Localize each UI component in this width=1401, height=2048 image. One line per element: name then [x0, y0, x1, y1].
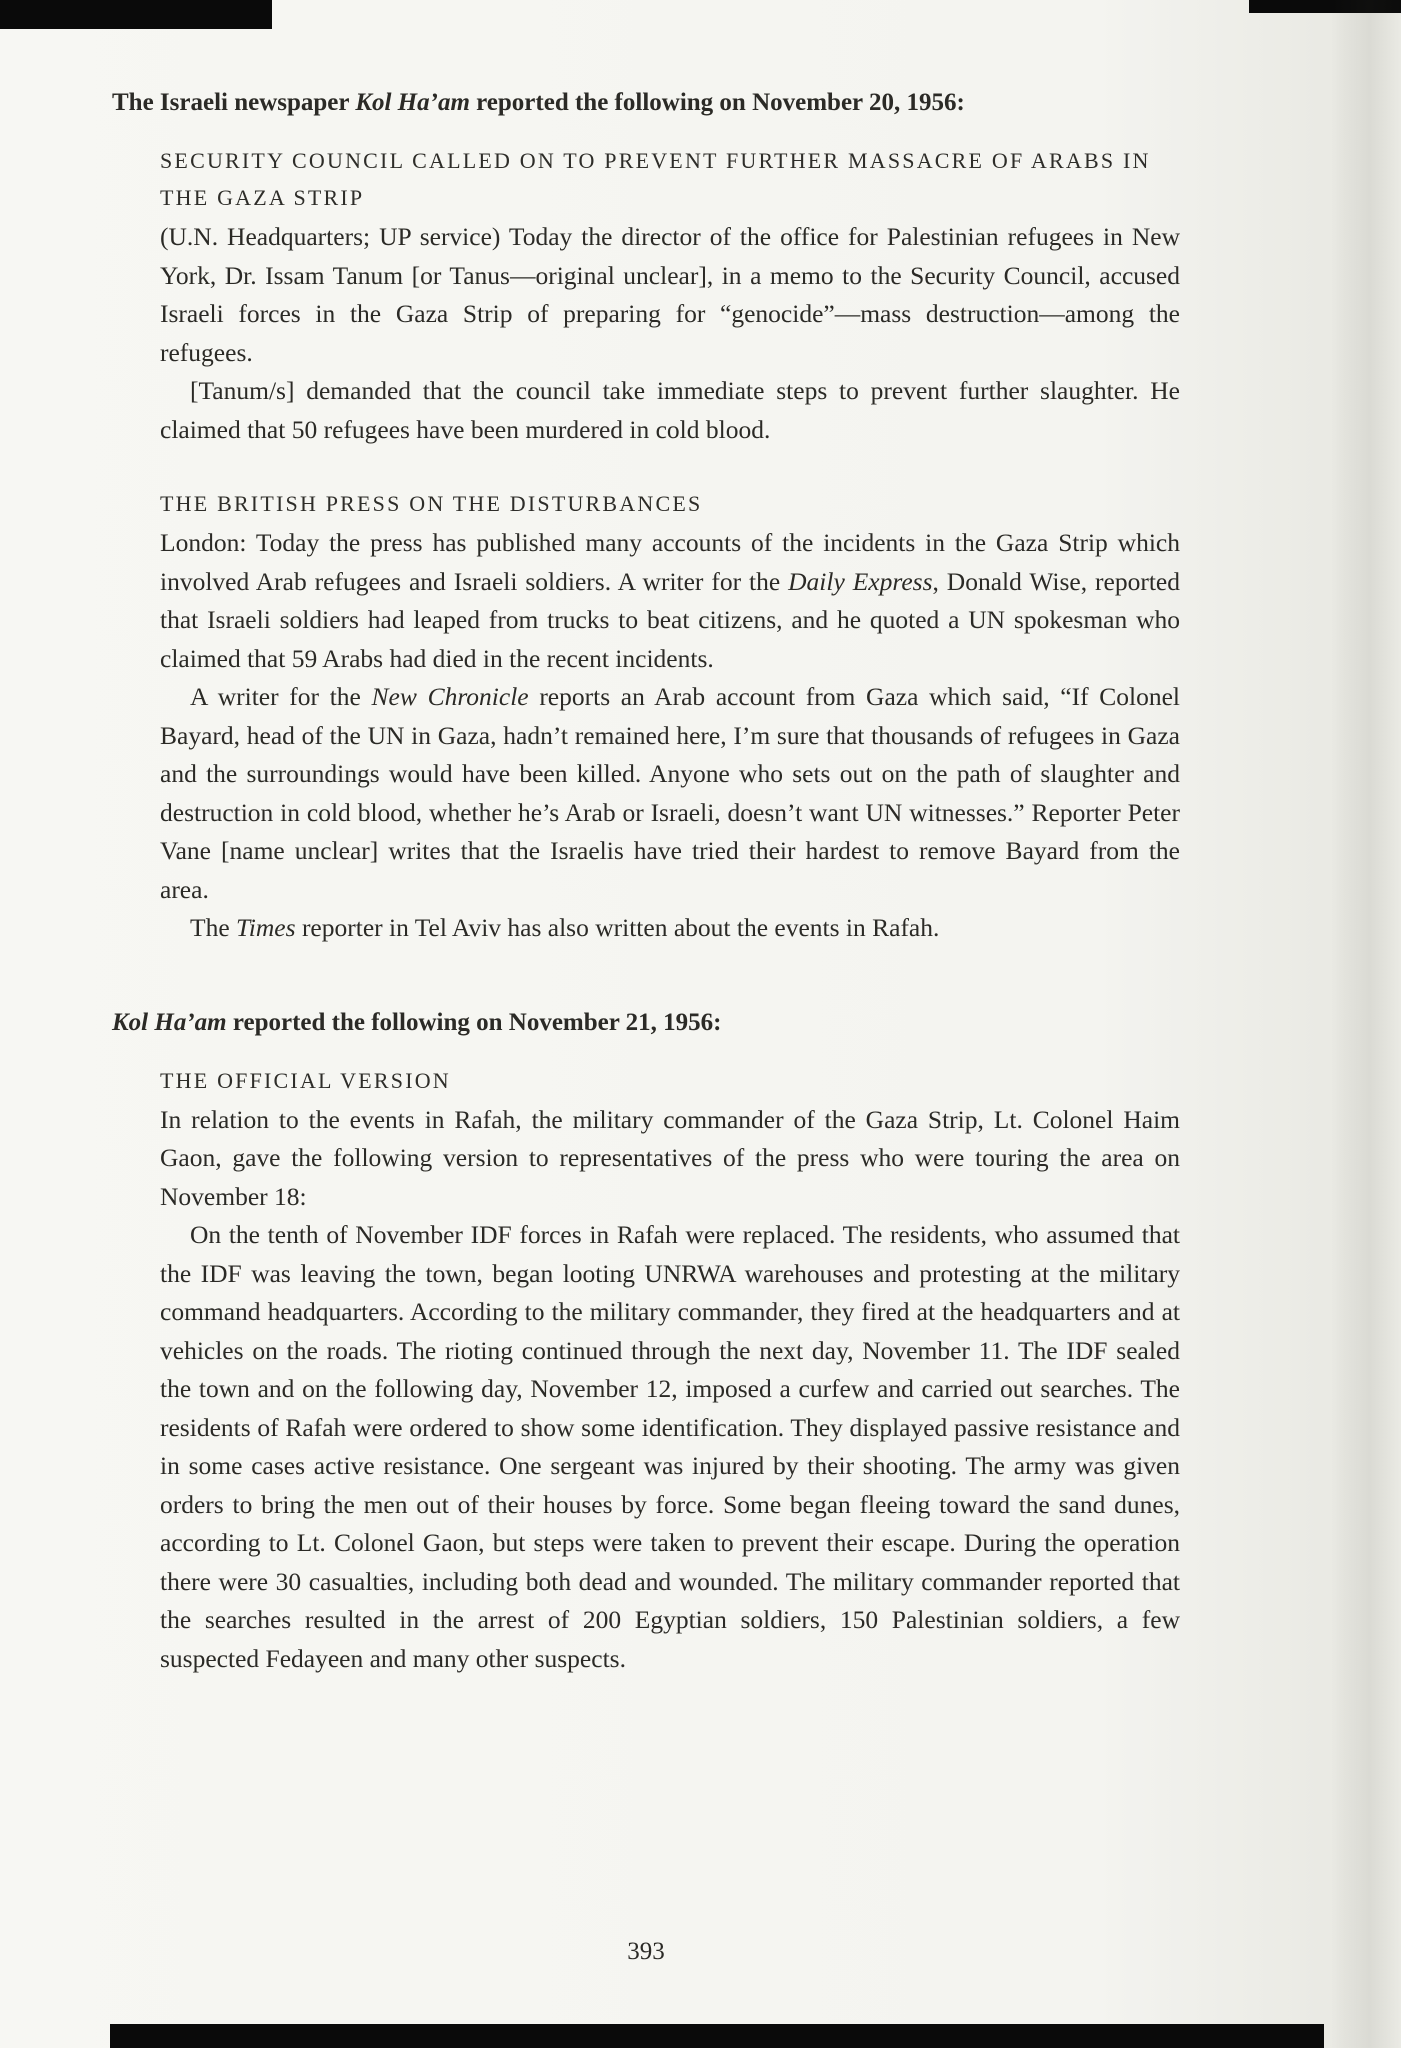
- quote-paragraph-un-headquarters: [160, 218, 1180, 372]
- text-run: [Tanum/s] demanded that the council take immediate steps to prevent further slaughter. He claimed that 50 refugees have been murdered in cold blood.: [160, 376, 1180, 444]
- text-run: SECURITY COUNCIL CALLED ON TO PREVENT FURTHER MASSACRE OF ARABS IN THE GAZA STRIP: [160, 148, 1151, 210]
- quote-paragraph-rafah-account: [160, 1216, 1180, 1678]
- scan-artifact-top-right: [1249, 0, 1401, 13]
- text-run: The Israeli newspaper: [112, 89, 356, 116]
- text-run: THE BRITISH PRESS ON THE DISTURBANCES: [160, 491, 703, 516]
- page-number: 393: [627, 1938, 665, 1965]
- italic-text-run: Times: [236, 913, 296, 942]
- text-run: , Donald Wise, reported that Israeli soldiers had leaped from trucks to beat citizens, and he quoted a UN spokesman who claimed that 59 Arabs had died in the recent incidents.: [160, 566, 1180, 673]
- italic-text-run: New Chronicle: [371, 682, 529, 711]
- text-run: reported the following on November 20, 1956:: [469, 89, 965, 116]
- quote-paragraph-london: [160, 524, 1180, 678]
- text-run: On the tenth of November IDF forces in Rafah were replaced. The residents, who assumed that the IDF was leaving the town, began looting UNRWA warehouses and protesting at the military command headquarters. According to the military commander, they fired at the headquarters and at vehicles on the roads. The rioting continued through the next day, November 11. The IDF sealed the town and on the following day, November 12, imposed a curfew and carried out searches. The residents of Rafah were ordered to show some identification. They displayed passive resistance and in some cases active resistance. One sergeant was injured by their shooting. The army was given orders to bring the men out of their houses by force. Some began fleeing toward the sand dunes, according to Lt. Colonel Gaon, but steps were taken to prevent their escape. During the operation there were 30 casualties, including both dead and wounded. The military commander reported that the searches resulted in the arrest of 200 Egyptian soldiers, 150 Palestinian soldiers, a few suspected Fedayeen and many other suspects.: [160, 1220, 1180, 1673]
- text-run: THE OFFICIAL VERSION: [160, 1067, 451, 1093]
- quote-paragraph-gaon-intro: [160, 1101, 1180, 1217]
- italic-text-run: Kol Ha’am: [355, 89, 470, 116]
- intro-line-nov-20: [112, 84, 1180, 122]
- text-run: London: Today the press has published many accounts of the incidents in the Gaza Strip which involved Arab refugees and Israeli soldiers. A writer for the: [160, 528, 1180, 596]
- page-content: [112, 84, 1180, 1678]
- intro-line-nov-21: [112, 1004, 1180, 1042]
- text-run: reported the following on November 21, 1956:: [226, 1008, 722, 1036]
- text-run: A writer for the: [190, 682, 372, 711]
- text-run: In relation to the events in Rafah, the military commander of the Gaza Strip, Lt. Colonel Haim Gaon, gave the following version to representatives of the press who were touring the area on November 18:: [160, 1104, 1180, 1211]
- quote-heading-british-press: [160, 485, 1180, 522]
- italic-text-run: Kol Ha’am: [112, 1008, 227, 1036]
- quote-paragraph-tanum-demand: [160, 372, 1180, 449]
- italic-text-run: Daily Express: [788, 566, 933, 596]
- quote-heading-security-council: [160, 142, 1180, 216]
- text-run: reports an Arab account from Gaza which said, “If Colonel Bayard, head of the UN in Gaza, hadn’t remained here, I’m sure that thousands of refugees in Gaza and the surroundings would have been killed. Anyone who sets out on the path of slaughter and destruction in cold blood, whether he’s Arab or Israeli, doesn’t want UN witnesses.” Reporter Peter Vane [name unclear] writes that the Israelis have tried their hardest to remove Bayard from the area.: [160, 682, 1181, 904]
- text-run: reporter in Tel Aviv has also written about the events in Rafah.: [295, 913, 940, 942]
- quote-heading-official-version: [160, 1062, 1180, 1099]
- text-run: (U.N. Headquarters; UP service) Today the director of the office for Palestinian refugees in New York, Dr. Issam Tanum [or Tanus—original unclear], in a memo to the Security Council, accused Israeli forces in the Gaza Strip of preparing for “genocide”—mass destruction—among the refugees.: [160, 222, 1180, 367]
- scan-artifact-bottom: [110, 2024, 1324, 2048]
- scan-artifact-top-left: [0, 0, 272, 29]
- text-run: The: [190, 913, 237, 942]
- quote-paragraph-times-reporter: [160, 909, 1180, 948]
- quote-paragraph-new-chronicle: [160, 678, 1180, 909]
- scan-edge-shadow: [1331, 0, 1401, 2048]
